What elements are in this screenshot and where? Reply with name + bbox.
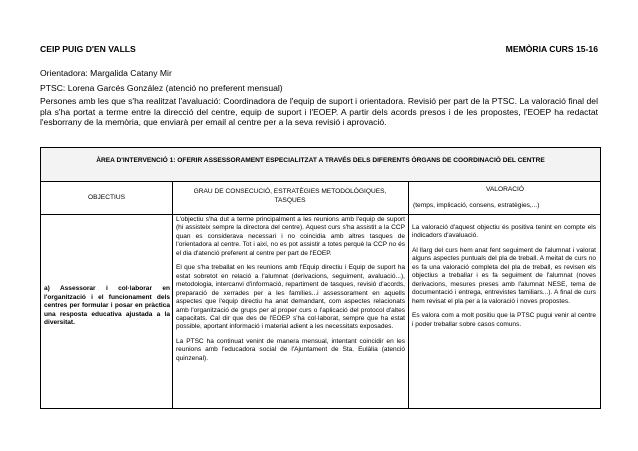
grau-paragraph: El que s'ha treballat en les reunions amb l'Equip directiu i Equip de suport ha estat sobretot en relació a l'alumnat (derivacions, seguiment, avaluació...), metodologia, intercanvi d'informació, repartiment de tasques, revisió d'acords, preparació de xerrades per a les famílies...i assessorament en aquells aspectes que l'equip directiu ha anat demandant, com aspectes relacionats amb l'organització de grups per al proper curs o l'aplicació del protocol d'altes capacitats. Cal dir que des de l'EOEP s'ha col·laborat, sempre que ha estat possible, aportant informació i material adient a les necessitats exposades. bbox=[176, 264, 405, 331]
header-divider bbox=[41, 214, 600, 215]
intro-paragraph: Persones amb les que s'ha realitzat l'avaluació: Coordinadora de l'equip de suport i orientadora. Revisió per part de la PTSC. La valoració final del pla s'ha portat a terme entre la direcció del centre, equip de suport i l'EOEP. A partir dels acords presos i de les propostes, l'EOEP ha redactat l'esborrany de la memòria, que enviarà per email al centre per a la seva revisió i aprovació. bbox=[40, 96, 598, 128]
memoria-title: MEMÒRIA CURS 15-16 bbox=[505, 44, 598, 54]
valoracio-paragraph: Es valora com a molt positiu que la PTSC pugui venir al centre i poder treballar sobre casos comuns. bbox=[412, 312, 596, 328]
header-valoracio-sub: (temps, implicació, consens, estratègies,...) bbox=[413, 202, 540, 209]
header-objectius: OBJECTIUS bbox=[87, 194, 125, 201]
table-title: ÀREA D'INTERVENCIÓ 1: OFERIR ASSESSORAMENT ESPECIALITZAT A TRAVÉS DELS DIFERENTS ÒRGANS DE COORDINACIÓ DEL CENTRE bbox=[41, 148, 600, 182]
header-grau: GRAU DE CONSECUCIÓ, ESTRATÈGIES METODOLÒGIQUES, TASQUES bbox=[193, 188, 387, 204]
column-divider bbox=[172, 182, 173, 408]
grau-paragraph: La PTSC ha continuat venint de manera mensual, intentant coincidir en les reunions amb l'educadora social de l'Ajuntament de Sta. Eulàlia (atenció quinzenal). bbox=[176, 337, 405, 362]
intervention-table bbox=[40, 147, 601, 409]
ptsc-line: PTSC: Lorena Garcés González (atenció no preferent mensual) bbox=[40, 83, 283, 93]
column-divider bbox=[408, 182, 409, 408]
grau-content bbox=[176, 216, 405, 369]
orientadora-line: Orientadora: Margalida Catany Mir bbox=[40, 68, 172, 78]
objectiu-a: a) Assessorar i col·laborar en l'organització i el funcionament dels centres per formular i posar en pràctica una resposta educativa ajustada a la diversitat. bbox=[44, 285, 170, 327]
valoracio-paragraph: La valoració d'aquest objectiu és positiva tenint en compte els indicadors d'avaluació. bbox=[412, 224, 596, 240]
document-header bbox=[40, 44, 598, 54]
school-name: CEIP PUIG D'EN VALLS bbox=[40, 44, 136, 54]
grau-paragraph: L'objectiu s'ha dut a terme principalment a les reunions amb l'equip de suport (hi assisteix sempre la directora del centre). Aquest curs s'ha assistit a la CCP quan es considerava necessari i no coincidia amb altres tasques de l'orientadora al centre. Tot i així, no es pot assistir a totes perquè la CCP no és el dia d'atenció preferent al centre per part de l'EOEP. bbox=[176, 216, 405, 257]
valoracio-paragraph: Al llarg del curs hem anat fent seguiment de l'alumnat i valorat alguns aspectes puntuals del pla de treball. A meitat de curs no es fa una valoració completa del pla de treball, es revisen els objectius a treballar i es fa seguiment de l'alumnat (noves derivacions, mesures preses amb l'alumnat NESE, tema de documentació i entrega, entrevistes familiars...). A final de curs hem revisat el pla per a la valoració i noves propostes. bbox=[412, 246, 596, 305]
header-valoracio: VALORACIÓ bbox=[486, 186, 524, 193]
valoracio-content bbox=[412, 224, 596, 335]
